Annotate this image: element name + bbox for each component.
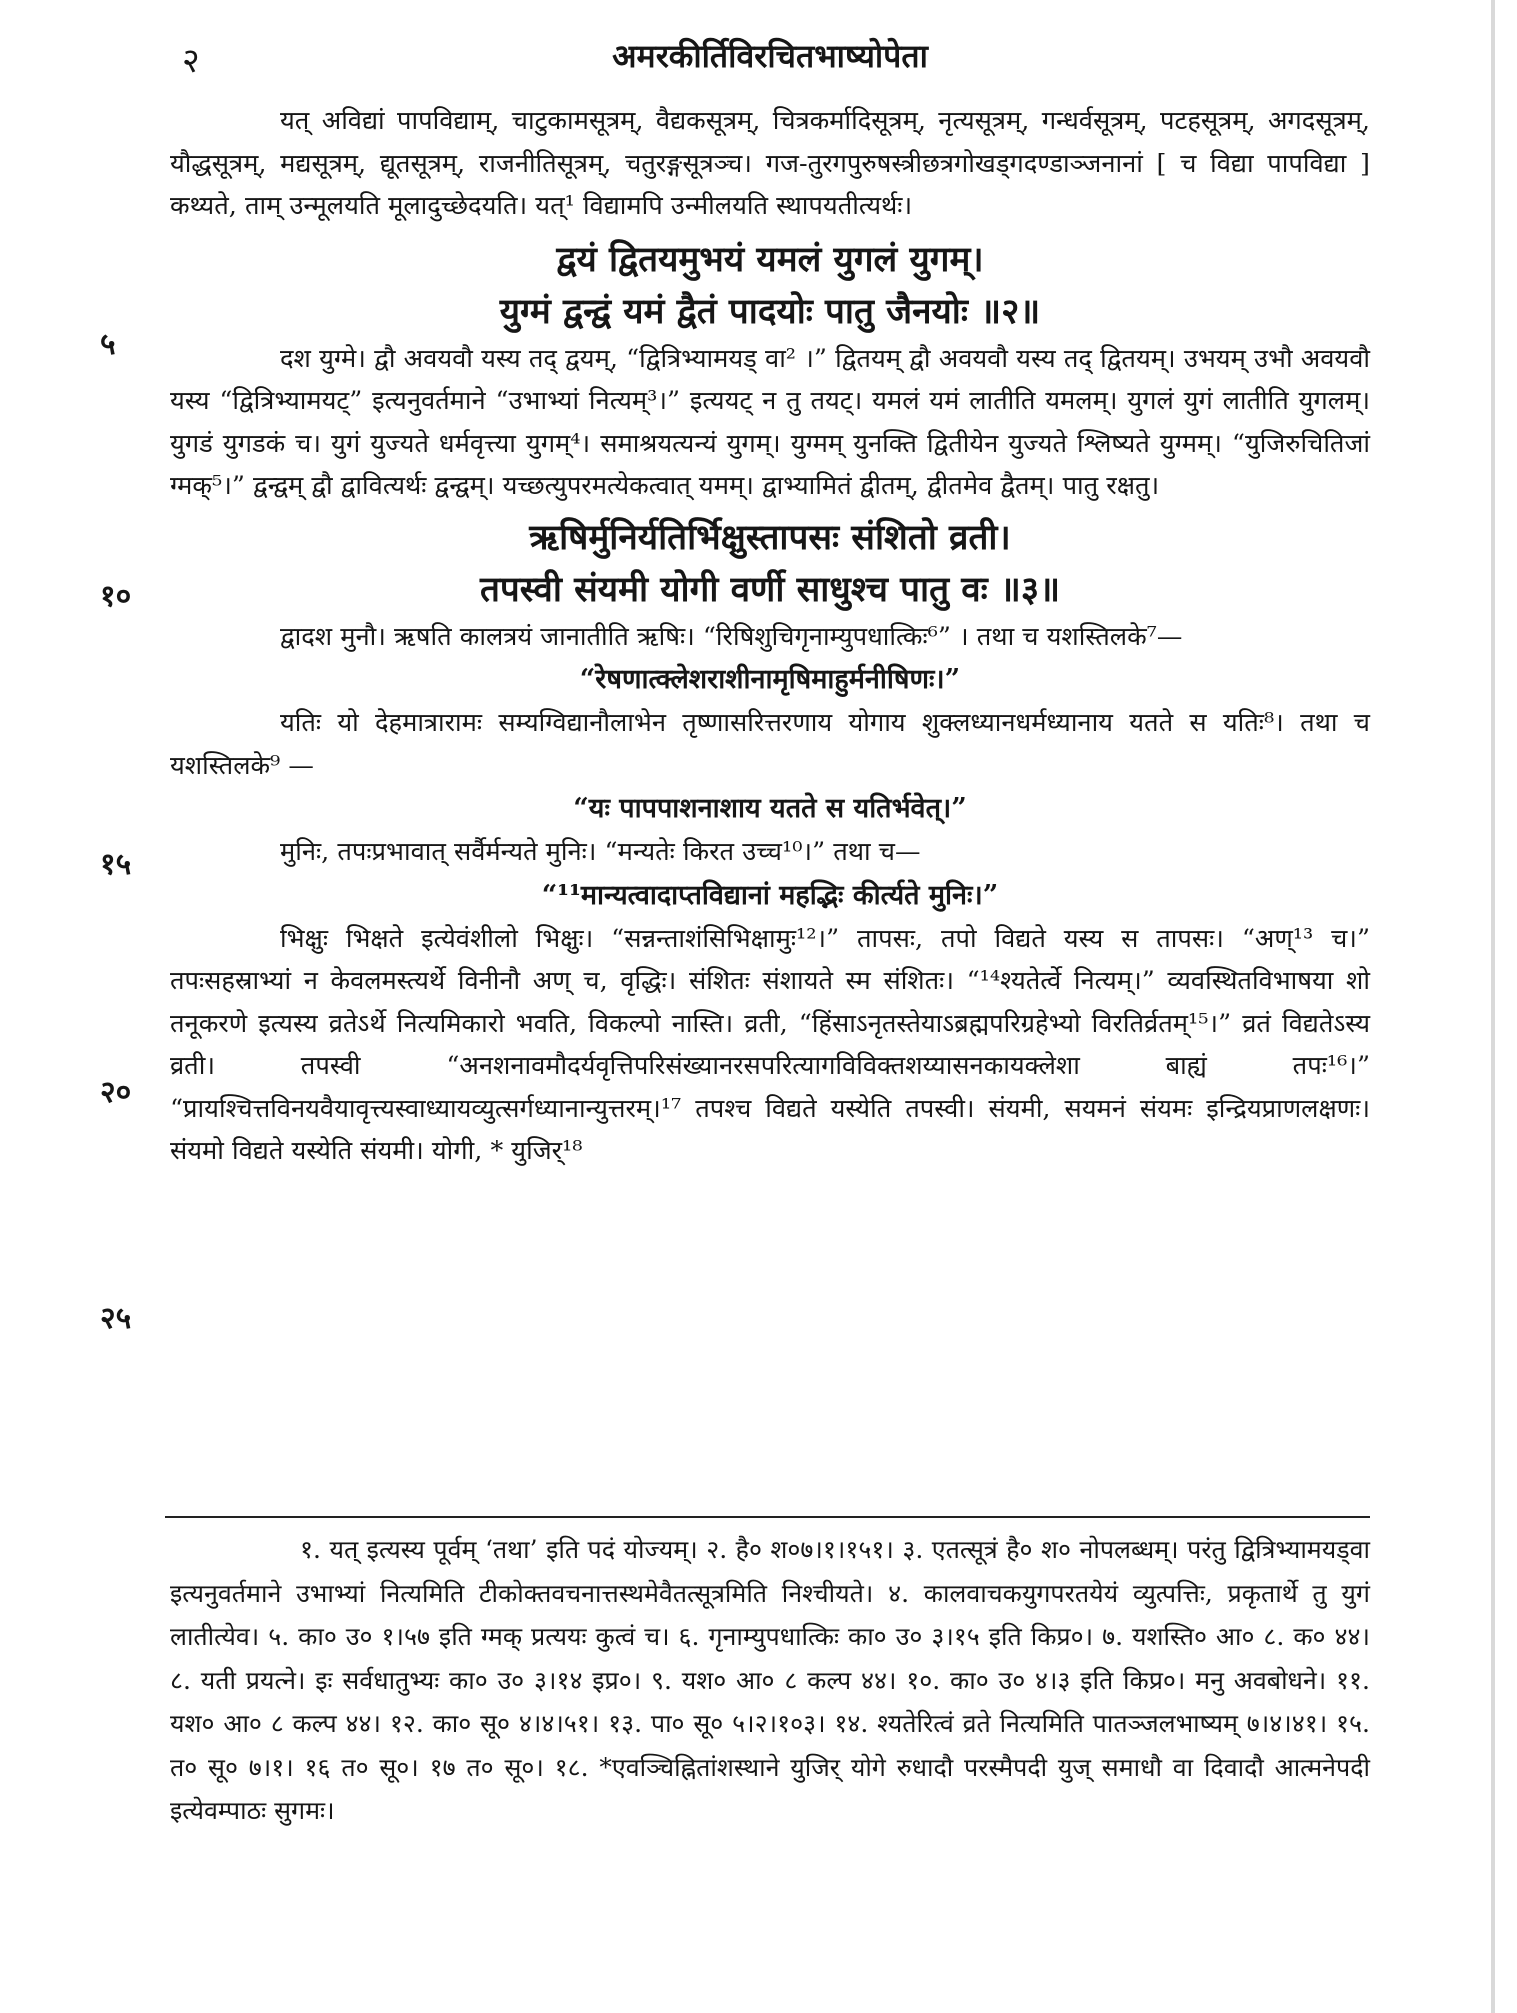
verse-3-line-1: ऋषिर्मुनिर्यतिर्भिक्षुस्तापसः संशितो व्रती। — [529, 516, 1011, 558]
verse-2-line-1: द्वयं द्वितयमुभयं यमलं युगलं युगम्। — [556, 238, 984, 280]
page-number: २ — [182, 41, 200, 81]
line-number-15: १५ — [100, 847, 132, 882]
commentary-verse-3-c: मुनिः, तपःप्रभावात् सर्वैर्मन्यते मुनिः। “मन्यतेः किरत उच्च¹⁰।” तथा च— — [280, 837, 921, 867]
commentary-verse-3-a: द्वादश मुनौ। ऋषति कालत्रयं जानातीति ऋषिः। “रिषिशुचिगृनाम्युपधात्किः⁶” । तथा च यशस्तिलके⁷— — [280, 621, 1183, 652]
line-number-25: २५ — [100, 1301, 132, 1336]
quote-1: “रेषणात्क्लेशराशीनामृषिमाहुर्मनीषिणः।” — [579, 664, 961, 695]
commentary-verse-3-b: यतिः यो देहमात्रारामः सम्यग्विद्यानौलाभेन तृष्णासरित्तरणाय योगाय शुक्लध्यानधर्मध्यानाय यतते स यतिः⁸। तथा च यशस्तिलके⁹ — — [170, 708, 1370, 781]
commentary-verse-2: दश युग्मे। द्वौ अवयवौ यस्य तद् द्वयम्, “द्वित्रिभ्यामयड् वा² ।” द्वितयम् द्वौ अवयवौ यस्य तद् द्वितयम्। उभयम् उभौ अवयवौ यस्य “द्वित्रिभ्यामयट्” इत्यनुवर्तमाने “उभाभ्यां नित्यम्³।” इत्ययट् न तु तयट्। यमलं यमं लातीति यमलम्। युगलं युगं लातीति युगलम्। युगडं युगडकं च। युगं युज्यते धर्मवृत्त्या युगम्⁴। समाश्रयत्यन्यं युगम्। युग्मम् युनक्ति द्वितीयेन युज्यते श्लिष्यते युग्मम्। “युजिरुचितिजां ग्मक्⁵।” द्वन्द्वम् द्वौ द्वावित्यर्थः द्वन्द्वम्। यच्छत्युपरमत्येकत्वात् यमम्। द्वाभ्यामितं द्वीतम्, द्वीतमेव द्वैतम्। पातु रक्षतु। — [170, 343, 1370, 501]
main-text — [170, 100, 1370, 1173]
footnote-divider — [165, 1516, 1370, 1518]
scan-edge — [1491, 0, 1495, 2013]
commentary-intro: यत् अविद्यां पापविद्याम्, चाटुकामसूत्रम्, वैद्यकसूत्रम्, चित्रकर्मादिसूत्रम्, नृत्यसूत्रम्, गन्धर्वसूत्रम्, पटहसूत्रम्, अगदसूत्रम्, यौद्धसूत्रम्, मद्यसूत्रम्, द्यूतसूत्रम्, राजनीतिसूत्रम्, चतुरङ्गसूत्रञ्च। गज-तुरगपुरुषस्त्रीछत्रगोखड्गदण्डाञ्जनानां [ च विद्या पापविद्या ] कथ्यते, ताम् उन्मूलयति मूलादुच्छेदयति। यत्¹ विद्यामपि उन्मीलयति स्थापयतीत्यर्थः। — [170, 106, 1370, 221]
line-number-20: २० — [100, 1075, 132, 1110]
commentary-verse-3-d: भिक्षुः भिक्षते इत्येवंशीलो भिक्षुः। “सन्नन्ताशंसिभिक्षामुः¹²।” तापसः, तपो विद्यते यस्य स तापसः। “अण्¹³ च।” तपःसहस्राभ्यां न केवलमस्त्यर्थे विनीनौ अण् च, वृद्धिः। संशितः संशायते स्म संशितः। “¹⁴श्यतेर्त्वे नित्यम्।” व्यवस्थितविभाषया शो तनूकरणे इत्यस्य व्रतेऽर्थे नित्यमिकारो भवति, विकल्पो नास्ति। व्रती, “हिंसाऽनृतस्तेयाऽब्रह्मपरिग्रहेभ्यो विरतिर्व्रतम्¹⁵।” व्रतं विद्यतेऽस्य व्रती। तपस्वी “अनशनावमौदर्यवृत्तिपरिसंख्यानरसपरित्यागविविक्तशय्यासनकायक्लेशा बाह्यं तपः¹⁶।” “प्रायश्चित्तविनयवैयावृत्त्यस्वाध्यायव्युत्सर्गध्यानान्युत्तरम्।¹⁷ तपश्च विद्यते यस्येति तपस्वी। संयमी, सयमनं संयमः इन्द्रियप्राणलक्षणः। संयमो विद्यते यस्येति संयमी। योगी, * युजिर्¹⁸ — [170, 923, 1370, 1166]
quote-3: “¹¹मान्यत्वादाप्तविद्यानां महद्भिः कीर्त्यते मुनिः।” — [541, 879, 999, 911]
verse-2-line-2: युग्मं द्वन्द्वं यमं द्वैतं पादयोः पातु जैनयोः ॥२॥ — [499, 290, 1041, 332]
verse-3-line-2: तपस्वी संयमी योगी वर्णी साधुश्च पातु वः ॥३॥ — [479, 568, 1061, 610]
line-number-10: १० — [100, 579, 132, 614]
footnotes — [170, 1528, 1370, 1833]
quote-2: “यः पापपाशनाशाय यतते स यतिर्भवेत्।” — [573, 793, 967, 824]
running-head — [170, 30, 1370, 90]
line-number-5: ५ — [100, 327, 116, 362]
footnote-text: १. यत् इत्यस्य पूर्वम् ‘तथा’ इति पदं योज्यम्। २. है० श०७।१।१५१। ३. एतत्सूत्रं है० श० नोपलब्धम्। परंतु द्वित्रिभ्यामयड्वा इत्यनुवर्तमाने उभाभ्यां नित्यमिति टीकोक्तवचनात्तस्थमेवैतत्सूत्रमिति निश्चीयते। ४. कालवाचकयुगपरतयेयं व्युत्पत्तिः, प्रकृतार्थे तु युगं लातीत्येव। ५. का० उ० १।५७ इति ग्मक् प्रत्ययः कुत्वं च। ६. गृनाम्युपधात्किः का० उ० ३।१५ इति किप्र०। ७. यशस्ति० आ० ८. क० ४४। ८. यती प्रयत्ने। इः सर्वधातुभ्यः का० उ० ३।१४ इप्र०। ९. यश० आ० ८ कल्प ४४। १०. का० उ० ४।३ इति किप्र०। मनु अवबोधने। ११. यश० आ० ८ कल्प ४४। १२. का० सू० ४।४।५१। १३. पा० सू० ५।२।१०३। १४. श्यतेरित्वं व्रते नित्यमिति पातञ्जलभाष्यम् ७।४।४१। १५. त० सू० ७।१। १६ त० सू०। १७ त० सू०। १८. *एवञ्चिह्नितांशस्थाने युजिर् योगे रुधादौ परस्मैपदी युज् समाधौ वा दिवादौ आत्मनेपदी इत्येवम्पाठः सुगमः। — [170, 1535, 1370, 1825]
running-title: अमरकीर्तिविरचितभाष्योपेता — [612, 37, 928, 75]
